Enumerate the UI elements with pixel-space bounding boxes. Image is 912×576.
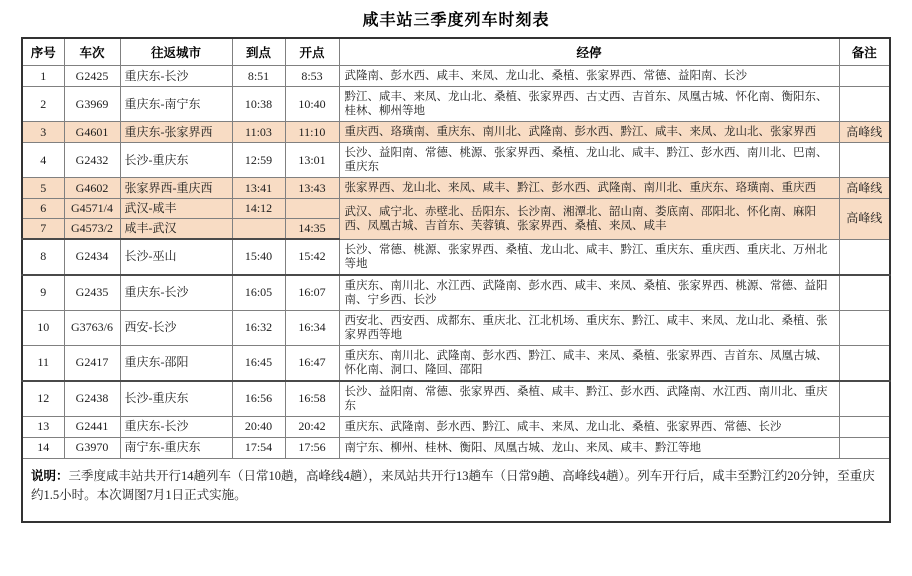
cell-route: 重庆东-长沙 xyxy=(120,66,232,87)
cell-arrive: 16:45 xyxy=(232,345,285,381)
table-row xyxy=(22,437,890,458)
cell-depart: 11:10 xyxy=(285,122,339,143)
cell-serial: 4 xyxy=(22,143,64,178)
cell-serial: 10 xyxy=(22,310,64,345)
cell-train-no: G3763/6 xyxy=(64,310,120,345)
cell-arrive: 16:56 xyxy=(232,381,285,417)
cell-route: 长沙-重庆东 xyxy=(120,143,232,178)
cell-stops: 长沙、益阳南、常德、桃源、张家界西、桑植、龙山北、咸丰、黔江、彭水西、南川北、巴南、重庆东 xyxy=(339,143,839,178)
cell-train-no: G2438 xyxy=(64,381,120,417)
cell-serial: 1 xyxy=(22,66,64,87)
cell-depart: 8:53 xyxy=(285,66,339,87)
cell-train-no: G3970 xyxy=(64,437,120,458)
cell-serial: 12 xyxy=(22,381,64,417)
cell-arrive: 17:54 xyxy=(232,437,285,458)
cell-serial: 11 xyxy=(22,345,64,381)
cell-depart: 14:35 xyxy=(285,219,339,240)
table-row xyxy=(22,275,890,311)
cell-serial: 14 xyxy=(22,437,64,458)
cell-remark xyxy=(839,345,890,381)
note-cell xyxy=(22,458,890,522)
note-text: 三季度咸丰站共开行14趟列车（日常10趟，高峰线4趟），来凤站共开行13趟车（日常9趟、高峰线4趟）。列车开行后，咸丰至黔江约20分钟，至重庆约1.5小时。本次调图7月1日正式实施。 xyxy=(31,468,875,502)
table-row xyxy=(22,381,890,417)
cell-stops: 西安北、西安西、成都东、重庆北、江北机场、重庆东、黔江、咸丰、来凤、龙山北、桑植、张家界西等地 xyxy=(339,310,839,345)
cell-stops: 重庆东、武隆南、彭水西、黔江、咸丰、来凤、龙山北、桑植、张家界西、常德、长沙 xyxy=(339,416,839,437)
table-row xyxy=(22,66,890,87)
cell-route: 西安-长沙 xyxy=(120,310,232,345)
cell-depart: 13:43 xyxy=(285,178,339,199)
cell-train-no: G2432 xyxy=(64,143,120,178)
cell-train-no: G4571/4 xyxy=(64,199,120,219)
cell-depart: 20:42 xyxy=(285,416,339,437)
cell-stops: 长沙、常德、桃源、张家界西、桑植、龙山北、咸丰、黔江、重庆东、重庆西、重庆北、万州北等地 xyxy=(339,239,839,275)
cell-remark xyxy=(839,416,890,437)
table-row xyxy=(22,239,890,275)
table-header xyxy=(22,38,890,66)
cell-remark xyxy=(839,66,890,87)
header-stops: 经停 xyxy=(339,38,839,66)
cell-serial: 8 xyxy=(22,239,64,275)
cell-serial: 6 xyxy=(22,199,64,219)
cell-remark: 高峰线 xyxy=(839,199,890,240)
cell-serial: 7 xyxy=(22,219,64,240)
cell-route: 长沙-重庆东 xyxy=(120,381,232,417)
table-row xyxy=(22,310,890,345)
cell-serial: 9 xyxy=(22,275,64,311)
cell-arrive: 14:12 xyxy=(232,199,285,219)
cell-serial: 13 xyxy=(22,416,64,437)
table-footer xyxy=(22,458,890,522)
cell-remark: 高峰线 xyxy=(839,178,890,199)
cell-arrive: 13:41 xyxy=(232,178,285,199)
cell-stops: 南宁东、柳州、桂林、衡阳、凤凰古城、龙山、来凤、咸丰、黔江等地 xyxy=(339,437,839,458)
table-body xyxy=(22,66,890,459)
cell-route: 武汉-咸丰 xyxy=(120,199,232,219)
cell-remark xyxy=(839,275,890,311)
cell-train-no: G4602 xyxy=(64,178,120,199)
cell-arrive: 15:40 xyxy=(232,239,285,275)
cell-arrive: 16:05 xyxy=(232,275,285,311)
cell-remark xyxy=(839,437,890,458)
cell-depart: 17:56 xyxy=(285,437,339,458)
cell-train-no: G2425 xyxy=(64,66,120,87)
header-depart: 开点 xyxy=(285,38,339,66)
note-row xyxy=(22,458,890,522)
cell-depart: 16:47 xyxy=(285,345,339,381)
cell-remark xyxy=(839,239,890,275)
table-row xyxy=(22,122,890,143)
cell-depart: 16:58 xyxy=(285,381,339,417)
cell-serial: 5 xyxy=(22,178,64,199)
table-row xyxy=(22,143,890,178)
cell-remark xyxy=(839,310,890,345)
header-serial: 序号 xyxy=(22,38,64,66)
cell-route: 重庆东-邵阳 xyxy=(120,345,232,381)
cell-train-no: G2441 xyxy=(64,416,120,437)
cell-depart: 13:01 xyxy=(285,143,339,178)
cell-arrive: 10:38 xyxy=(232,87,285,122)
cell-route: 重庆东-长沙 xyxy=(120,275,232,311)
table-row xyxy=(22,178,890,199)
cell-remark: 高峰线 xyxy=(839,122,890,143)
cell-serial: 3 xyxy=(22,122,64,143)
cell-stops: 武隆南、彭水西、咸丰、来凤、龙山北、桑植、张家界西、常德、益阳南、长沙 xyxy=(339,66,839,87)
page-title: 咸丰站三季度列车时刻表 xyxy=(362,12,550,29)
cell-serial: 2 xyxy=(22,87,64,122)
cell-stops: 黔江、咸丰、来凤、龙山北、桑植、张家界西、古丈西、吉首东、凤凰古城、怀化南、衡阳东、桂林、柳州等地 xyxy=(339,87,839,122)
header-remark: 备注 xyxy=(839,38,890,66)
cell-train-no: G4573/2 xyxy=(64,219,120,240)
cell-stops: 张家界西、龙山北、来凤、咸丰、黔江、彭水西、武隆南、南川北、重庆东、珞璜南、重庆西 xyxy=(339,178,839,199)
table-row xyxy=(22,345,890,381)
cell-stops: 重庆东、南川北、水江西、武隆南、彭水西、咸丰、来凤、桑植、张家界西、桃源、常德、益阳南、宁乡西、长沙 xyxy=(339,275,839,311)
cell-train-no: G3969 xyxy=(64,87,120,122)
cell-stops: 长沙、益阳南、常德、张家界西、桑植、咸丰、黔江、彭水西、武隆南、水江西、南川北、重庆东 xyxy=(339,381,839,417)
cell-train-no: G2417 xyxy=(64,345,120,381)
cell-remark xyxy=(839,87,890,122)
cell-arrive: 16:32 xyxy=(232,310,285,345)
cell-route: 重庆东-长沙 xyxy=(120,416,232,437)
header-row xyxy=(22,38,890,66)
note-label: 说明： xyxy=(31,468,69,483)
cell-remark xyxy=(839,143,890,178)
cell-stops: 重庆东、南川北、武隆南、彭水西、黔江、咸丰、来凤、桑植、张家界西、吉首东、凤凰古城、怀化南、洞口、隆回、邵阳 xyxy=(339,345,839,381)
cell-arrive xyxy=(232,219,285,240)
cell-route: 南宁东-重庆东 xyxy=(120,437,232,458)
header-route: 往返城市 xyxy=(120,38,232,66)
cell-arrive: 8:51 xyxy=(232,66,285,87)
cell-depart: 15:42 xyxy=(285,239,339,275)
cell-train-no: G4601 xyxy=(64,122,120,143)
cell-arrive: 20:40 xyxy=(232,416,285,437)
table-row xyxy=(22,416,890,437)
cell-stops: 武汉、咸宁北、赤壁北、岳阳东、长沙南、湘潭北、韶山南、娄底南、邵阳北、怀化南、麻阳西、凤凰古城、吉首东、芙蓉镇、张家界西、桑植、来凤、咸丰 xyxy=(339,199,839,240)
header-arrive: 到点 xyxy=(232,38,285,66)
cell-route: 重庆东-张家界西 xyxy=(120,122,232,143)
cell-arrive: 12:59 xyxy=(232,143,285,178)
cell-route: 咸丰-武汉 xyxy=(120,219,232,240)
cell-depart: 16:34 xyxy=(285,310,339,345)
cell-depart: 10:40 xyxy=(285,87,339,122)
cell-remark xyxy=(839,381,890,417)
cell-depart xyxy=(285,199,339,219)
table-row xyxy=(22,199,890,219)
cell-route: 长沙-巫山 xyxy=(120,239,232,275)
header-train-no: 车次 xyxy=(64,38,120,66)
table-row xyxy=(22,87,890,122)
cell-stops: 重庆西、珞璜南、重庆东、南川北、武隆南、彭水西、黔江、咸丰、来凤、龙山北、张家界西 xyxy=(339,122,839,143)
train-timetable xyxy=(21,37,891,523)
cell-depart: 16:07 xyxy=(285,275,339,311)
cell-train-no: G2434 xyxy=(64,239,120,275)
cell-route: 重庆东-南宁东 xyxy=(120,87,232,122)
cell-route: 张家界西-重庆西 xyxy=(120,178,232,199)
cell-arrive: 11:03 xyxy=(232,122,285,143)
cell-train-no: G2435 xyxy=(64,275,120,311)
